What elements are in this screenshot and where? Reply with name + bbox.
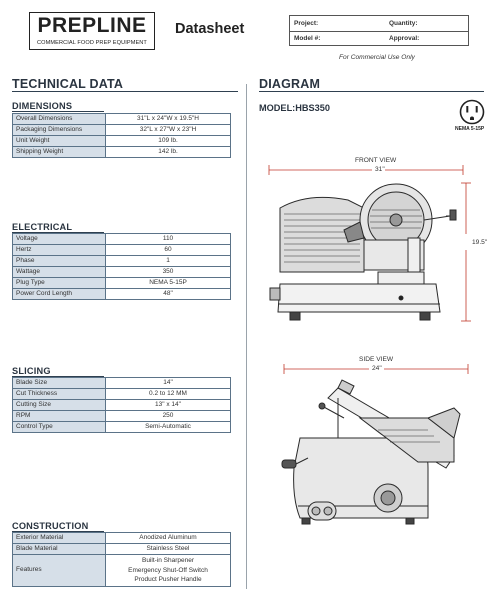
front-width-value: 31" [375,166,385,173]
table-row [13,378,231,389]
spec-key: Control Type [13,422,106,433]
table-row [13,389,231,400]
spec-key: Cutting Size [13,400,106,411]
table-row [13,555,231,587]
spec-key: Blade Material [13,544,106,555]
spec-value: 350 [106,267,231,278]
electrical-heading: ELECTRICAL [12,222,73,232]
technical-data-heading: TECHNICAL DATA [12,77,124,91]
spec-key: Blade Size [13,378,106,389]
spec-key: Features [13,555,106,587]
spec-key: Plug Type [13,278,106,289]
slicer-front-view-drawing [268,180,458,326]
slicer-side-view-drawing [278,378,468,528]
front-view-label: FRONT VIEW [355,157,397,164]
side-view-label: SIDE VIEW [359,356,394,363]
spec-key: Hertz [13,245,106,256]
feature-item: Emergency Shut-Off Switch [128,566,208,574]
spec-key: Unit Weight [13,136,106,147]
table-row [13,544,231,555]
feature-item: Product Pusher Handle [134,576,202,583]
table-row [13,422,231,433]
spec-key: Shipping Weight [13,147,106,158]
feature-item: Built-in Sharpener [141,557,195,564]
table-row [13,289,231,300]
spec-value: 32"L x 27"W x 23"H [106,125,231,136]
slicing-heading: SLICING [12,366,51,376]
table-row [13,147,231,158]
features-value [106,555,231,587]
side-width-value: 24" [372,365,382,372]
spec-key: Overall Dimensions [13,114,106,125]
table-row [13,267,231,278]
model-number: MODEL:HBS350 [259,103,330,113]
spec-value: 13" x 14" [106,400,231,411]
spec-key: Exterior Material [13,533,106,544]
table-row [13,245,231,256]
spec-key: Wattage [13,267,106,278]
approval-label: Approval: [389,34,420,42]
page-title: Datasheet [175,21,245,37]
spec-value: Anodized Aluminum [106,533,231,544]
table-row [13,125,231,136]
brand-logo [29,12,155,50]
spec-key: Packaging Dimensions [13,125,106,136]
dimensions-table [12,113,231,158]
quantity-label: Quantity: [389,19,418,27]
slicing-table [12,377,231,433]
dimensions-heading: DIMENSIONS [12,101,73,111]
project-info-box [289,15,469,46]
spec-value: NEMA 5-15P [106,278,231,289]
logo-wordmark: PREPLINE [37,14,147,37]
logo-tagline: COMMERCIAL FOOD PREP EQUIPMENT [37,40,147,46]
front-width-dimension-line [268,164,464,176]
model-label: Model #: [294,34,321,42]
table-row [13,278,231,289]
column-divider [246,84,247,589]
commercial-use-note: For Commercial Use Only [339,54,415,61]
technical-heading-rule [12,91,238,92]
table-row [13,114,231,125]
table-row [13,234,231,245]
spec-value: 14" [106,378,231,389]
table-row [13,136,231,147]
spec-key: Voltage [13,234,106,245]
spec-value: 110 [106,234,231,245]
table-row [13,400,231,411]
spec-value: 0.2 to 12 MM [106,389,231,400]
electrical-table [12,233,231,300]
front-height-dimension-line [460,182,472,322]
spec-value: 60 [106,245,231,256]
spec-value: Semi-Automatic [106,422,231,433]
spec-value: 1 [106,256,231,267]
spec-value: Stainless Steel [106,544,231,555]
plug-outlet-icon [459,99,485,125]
spec-value: 109 lb. [106,136,231,147]
spec-value: 31"L x 24"W x 19.5"H [106,114,231,125]
construction-table [12,532,231,587]
spec-value: 48" [106,289,231,300]
spec-key: Power Cord Length [13,289,106,300]
dimensions-rule [12,111,104,112]
diagram-heading: DIAGRAM [259,77,321,91]
front-height-value: 19.5" [472,239,488,246]
spec-key: Phase [13,256,106,267]
spec-key: RPM [13,411,106,422]
project-label: Project: [294,19,319,27]
table-row [13,256,231,267]
table-row [13,533,231,544]
spec-value: 250 [106,411,231,422]
spec-key: Cut Thickness [13,389,106,400]
construction-heading: CONSTRUCTION [12,521,89,531]
table-row [13,411,231,422]
spec-value: 142 lb. [106,147,231,158]
plug-type-label: NEMA 5-15P [455,126,485,132]
diagram-heading-rule [259,91,484,92]
